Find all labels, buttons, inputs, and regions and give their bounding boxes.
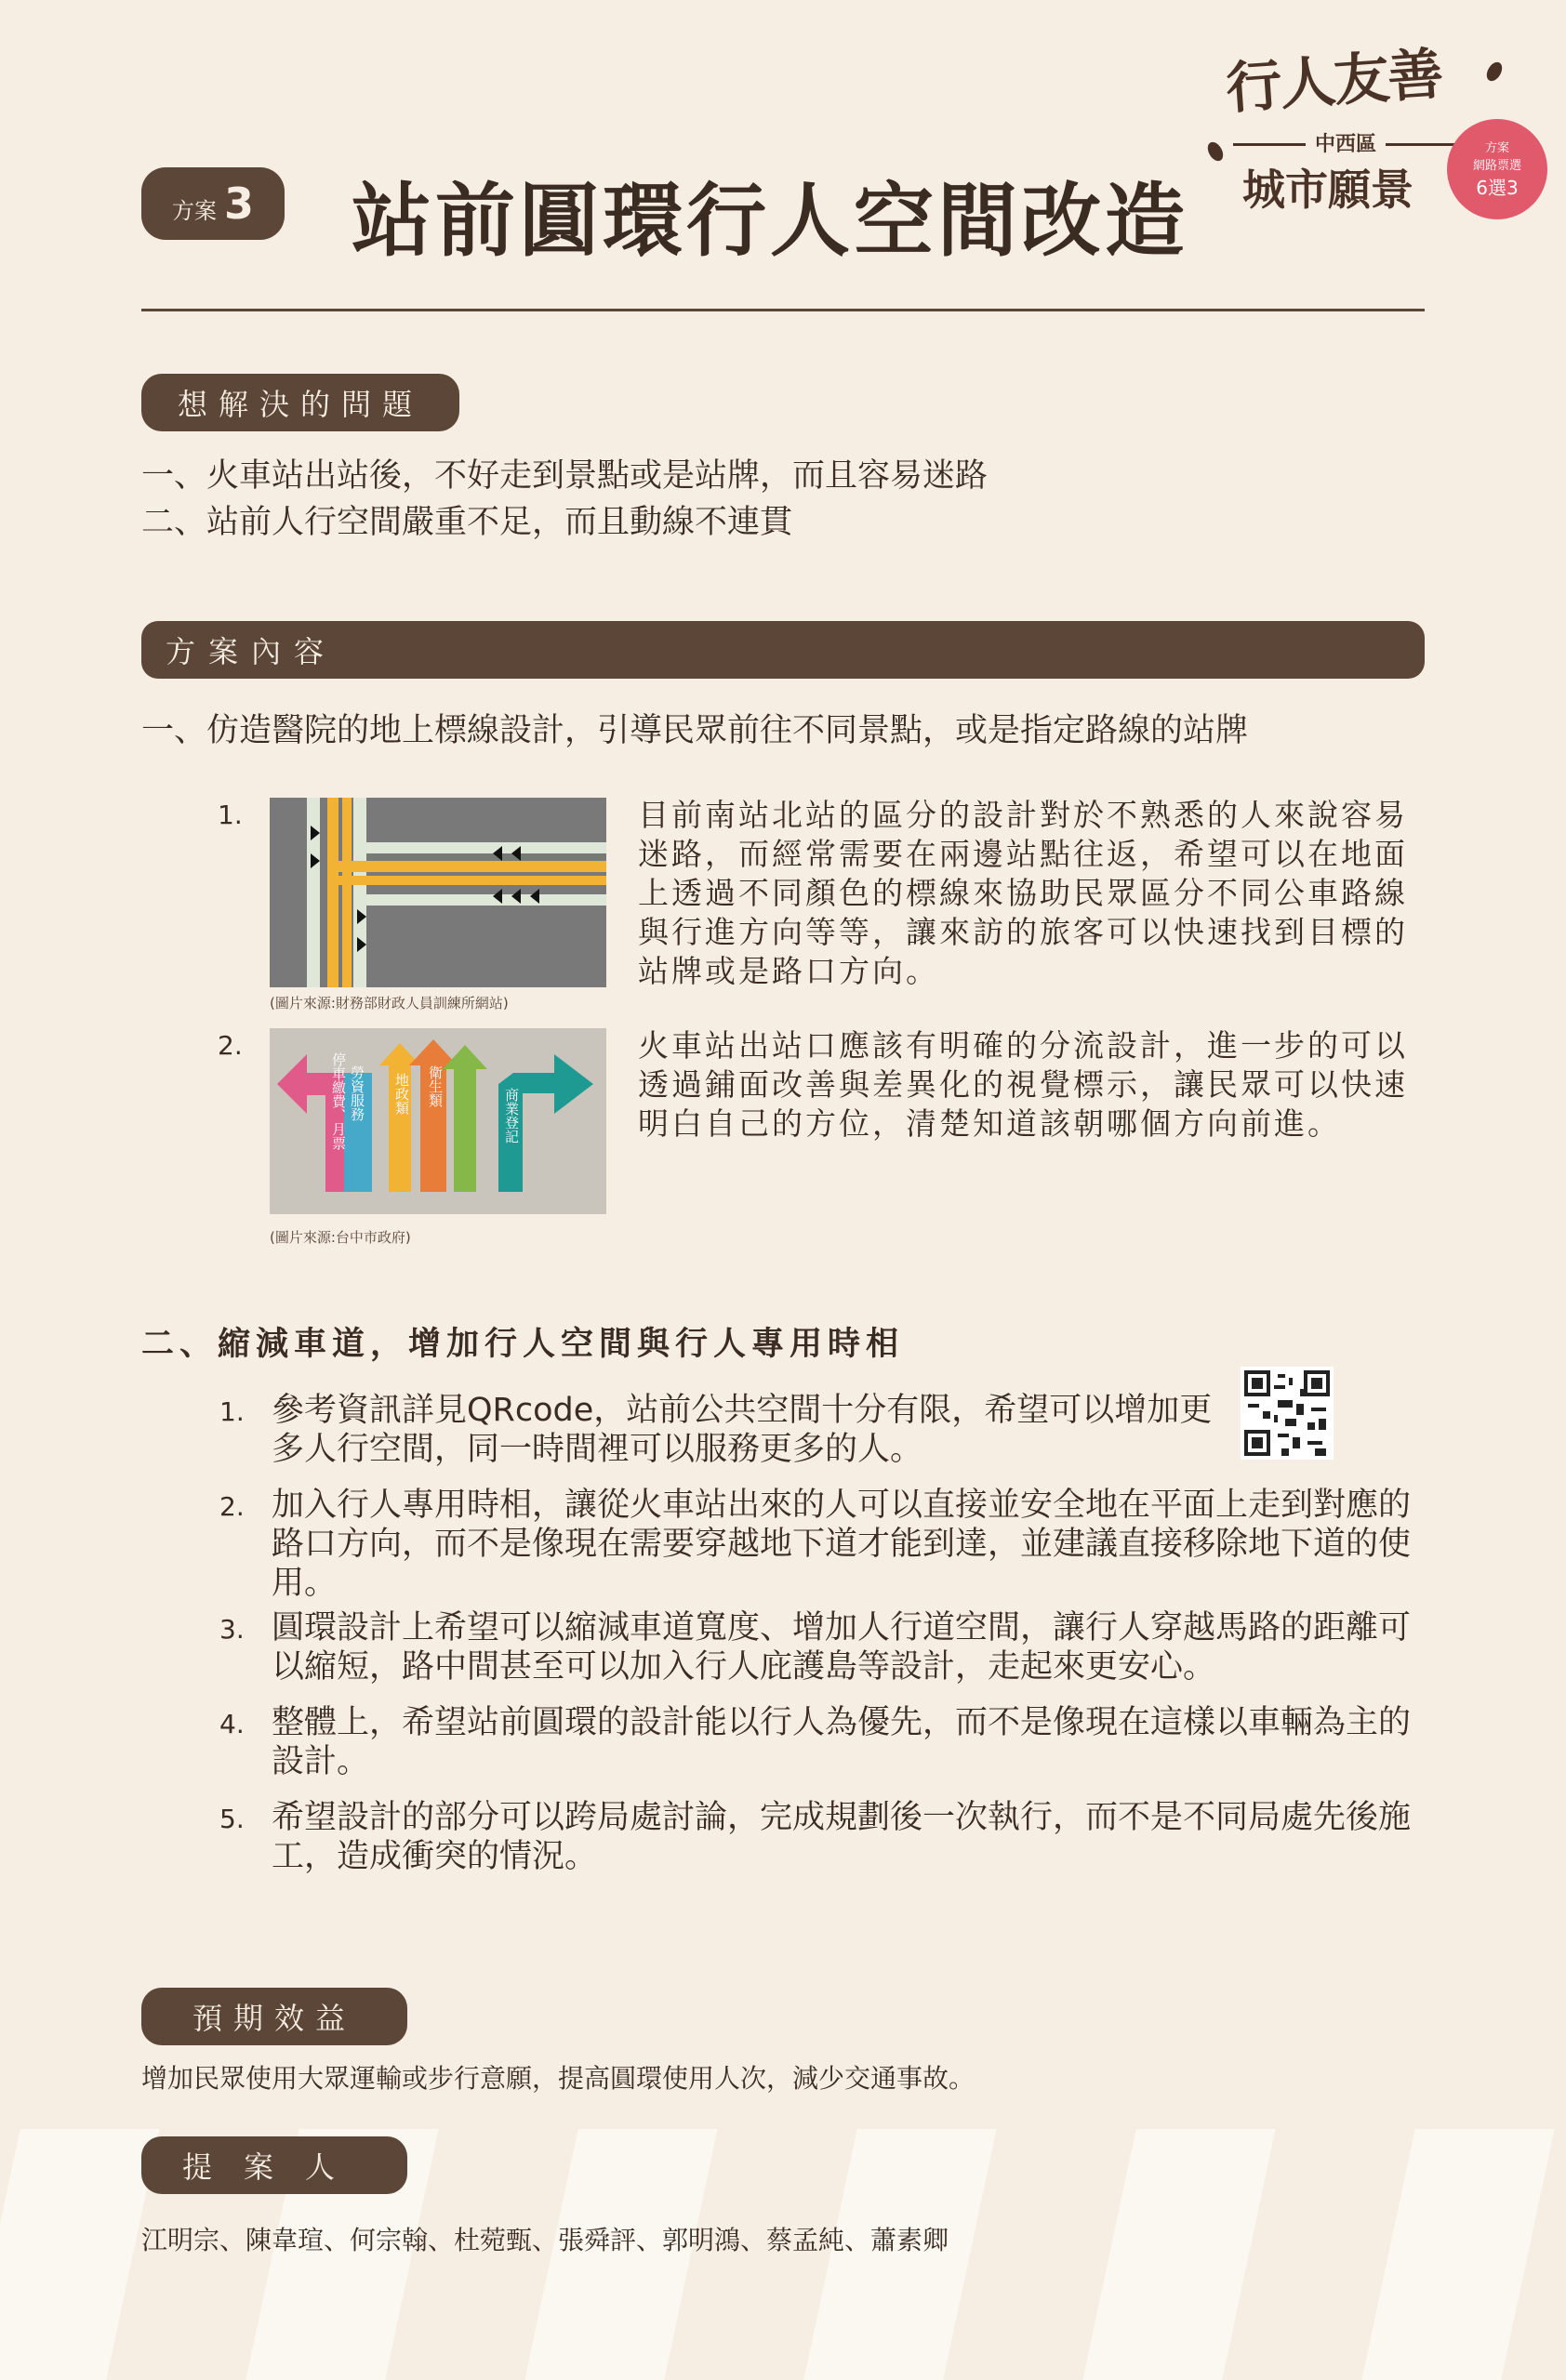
section-tag-problem: 想解決的問題 <box>141 374 459 431</box>
arrow-label: 商業登記 <box>503 1088 520 1144</box>
list-item-text: 整體上，希望站前圓環的設計能以行人為優先，而不是像現在這樣以車輛為主的設計。 <box>272 1704 1412 1780</box>
plan-label: 方案 <box>171 197 217 224</box>
proposer-names: 江明宗、陳韋瑄、何宗翰、杜菀甄、張舜評、郭明鴻、蔡孟純、蕭素卿 <box>141 2225 949 2255</box>
list-item-text: 參考資訊詳見QRcode，站前公共空間十分有限，希望可以增加更多人行空間，同一時間裡可以服務更多的人。 <box>272 1392 1213 1468</box>
qr-code <box>1241 1367 1334 1460</box>
title-divider <box>141 309 1425 311</box>
arrow-label: 衛生類 <box>427 1065 444 1107</box>
floor-marking-photo <box>270 798 606 987</box>
section-tag-proposer: 提案人 <box>141 2136 407 2194</box>
vote-badge: 方案 網路票選 6選3 <box>1447 119 1547 219</box>
qr-code-pattern <box>1241 1367 1334 1460</box>
problem-line-1: 一、火車站出站後，不好走到景點或是站牌，而且容易迷路 <box>141 457 989 495</box>
logo-district: 中西區 <box>1306 128 1386 157</box>
list-item <box>219 1391 1214 1469</box>
list-item <box>219 1798 1428 1876</box>
plan-number: 3 <box>223 178 254 229</box>
list-item <box>219 1703 1428 1781</box>
direction-arrows-illustration <box>270 1028 606 1214</box>
logo-subtitle: 城市願景 <box>1242 165 1413 215</box>
image-credit: (圖片來源:台中市政府) <box>270 1229 411 1246</box>
section-tag-benefit: 預期效益 <box>141 1988 407 2045</box>
content-part1-heading: 一、仿造醫院的地上標線設計，引導民眾前往不同景點，或是指定路線的站牌 <box>141 712 1249 749</box>
list-item-text: 圓環設計上希望可以縮減車道寬度、增加人行道空間，讓行人穿越馬路的距離可以縮短，路中間甚至可以加入行人庇護島等設計，走起來更安心。 <box>272 1609 1412 1686</box>
list-item-number: 5. <box>219 1804 245 1834</box>
problem-line-2: 二、站前人行空間嚴重不足，而且動線不連貫 <box>141 504 793 541</box>
campaign-logo <box>1200 37 1553 223</box>
section-tag-content: 方案內容 <box>141 621 1425 679</box>
content-part2-heading: 二、縮減車道，增加行人空間與行人專用時相 <box>141 1326 905 1363</box>
list-item <box>219 1486 1428 1603</box>
logo-title: 行人友善 <box>1224 41 1444 122</box>
list-item-number: 1. <box>219 1396 245 1427</box>
content-item-text: 火車站出站口應該有明確的分流設計，進一步的可以透過鋪面改善與差異化的視覺標示，讓民眾可以快速明白自己的方位，清楚知道該朝哪個方向前進。 <box>638 1027 1408 1142</box>
list-item-number: 3. <box>219 1614 245 1645</box>
logo-footprint-icon <box>1483 60 1505 84</box>
content-item-text: 目前南站北站的區分的設計對於不熟悉的人來說容易迷路，而經常需要在兩邊站點往返，希望可以在地面上透過不同顏色的標線來協助民眾區分不同公車路線與行進方向等等，讓來訪的旅客可以快速找到目標的站牌或是路口方向。 <box>638 797 1408 989</box>
list-item-number: 2. <box>219 1491 245 1522</box>
arrow-label: 停車繳費、月票 <box>330 1052 347 1150</box>
list-item-text: 希望設計的部分可以跨局處討論，完成規劃後一次執行，而不是不同局處先後施工，造成衝突的情況。 <box>272 1799 1412 1875</box>
direction-sign-photo <box>270 1028 606 1214</box>
list-item-number: 4. <box>219 1709 245 1739</box>
list-item-text: 加入行人專用時相，讓從火車站出來的人可以直接並安全地在平面上走到對應的路口方向，而不是像現在需要穿越地下道才能到達，並建議直接移除地下道的使用。 <box>272 1487 1412 1602</box>
list-item <box>219 1608 1428 1686</box>
plan-number-badge <box>141 167 285 240</box>
content-item-number: 1. <box>218 800 243 830</box>
floor-marking-illustration <box>270 798 606 987</box>
benefit-text: 增加民眾使用大眾運輸或步行意願，提高圓環使用人次，減少交通事故。 <box>141 2063 975 2094</box>
image-credit: (圖片來源:財務部財政人員訓練所網站) <box>270 995 509 1012</box>
arrow-label: 地政類 <box>393 1073 410 1115</box>
content-item-number: 2. <box>218 1030 243 1061</box>
logo-footprint-icon <box>1204 139 1226 164</box>
arrow-label: 勞資服務 <box>349 1065 365 1121</box>
page-title: 站前圓環行人空間改造 <box>352 174 1188 268</box>
